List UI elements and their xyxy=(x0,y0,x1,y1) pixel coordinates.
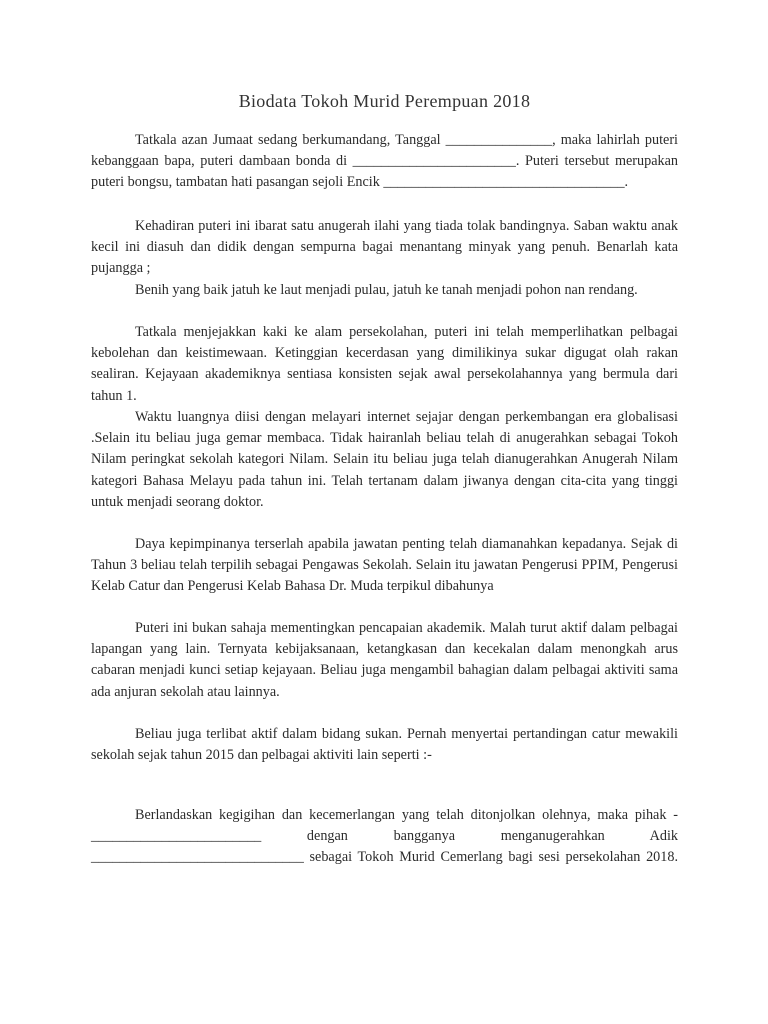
paragraph-proverb: Benih yang baik jatuh ke laut menjadi pulau, jatuh ke tanah menjadi pohon nan rendang. xyxy=(135,282,638,298)
paragraph-activities: Puteri ini bukan sahaja mementingkan pencapaian akademik. Malah turut aktif dalam pelbagai lapangan yang lain. Ternyata kebijaksanaan, ketangkasan dan kecekalan dalam menongkah arus cabaran menjadi kunci setiap kejayaan. Beliau juga mengambil bahagian dalam pelbagai aktiviti sama ada anjuran sekolah atau lainnya. xyxy=(91,620,678,700)
paragraph-school: Tatkala menjejakkan kaki ke alam persekolahan, puteri ini telah memperlihatkan pelbagai kebolehan dan keistimewaan. Ketinggian kecerdasan yang dimilikinya sukar digugat olah rakan sealiran. Kejayaan akademiknya sentiasa konsisten sejak awal persekolahannya yang bermula dari tahun 1. xyxy=(91,324,678,404)
paragraph-gift: Kehadiran puteri ini ibarat satu anugerah ilahi yang tiada tolak bandingnya. Saban waktu anak kecil ini diasuh dan didik dengan sempurna bagai menantang minyak yang penuh. Benarlah kata pujangga ; xyxy=(91,218,678,277)
paragraph-leadership: Daya kepimpinanya terserlah apabila jawatan penting telah diamanahkan kepadanya. Sejak di Tahun 3 beliau telah terpilih sebagai Pengawas Sekolah. Selain itu jawatan Pengerusi PPIM, Pengerusi Kelab Catur dan Pengerusi Kelab Bahasa Dr. Muda terpikul dibahunya xyxy=(91,536,678,595)
paragraph-birth: Tatkala azan Jumaat sedang berkumandang, Tanggal _______________, maka lahirlah puteri kebanggaan bapa, puteri dambaan bonda di _______________________. Puteri tersebut merupakan puteri bongsu, tambatan hati pasangan sejoli Encik __________________________________. xyxy=(91,132,678,191)
paragraph-sports: Beliau juga terlibat aktif dalam bidang sukan. Pernah menyertai pertandingan catur mewakili sekolah sejak tahun 2015 dan pelbagai aktiviti lain seperti :- xyxy=(91,726,678,764)
paragraph-award: Berlandaskan kegigihan dan kecemerlangan yang telah ditonjolkan olehnya, maka pihak - ________________________ dengan bangganya menganugerahkan Adik ______________________________ sebagai Tokoh Murid Cemerlang bagi sesi persekolahan 2018. xyxy=(91,807,678,866)
document-title: Biodata Tokoh Murid Perempuan 2018 xyxy=(238,91,531,111)
paragraph-hobbies: Waktu luangnya diisi dengan melayari internet sejajar dengan perkembangan era globalisasi .Selain itu beliau juga gemar membaca. Tidak hairanlah beliau telah di anugerahkan sebagai Tokoh Nilam peringkat sekolah kategori Nilam. Selain itu beliau juga telah dianugerahkan Anugerah Nilam kategori Bahasa Melayu pada tahun ini. Telah tertanam dalam jiwanya dengan cita-cita yang tinggi untuk menjadi seorang doktor. xyxy=(91,409,678,510)
